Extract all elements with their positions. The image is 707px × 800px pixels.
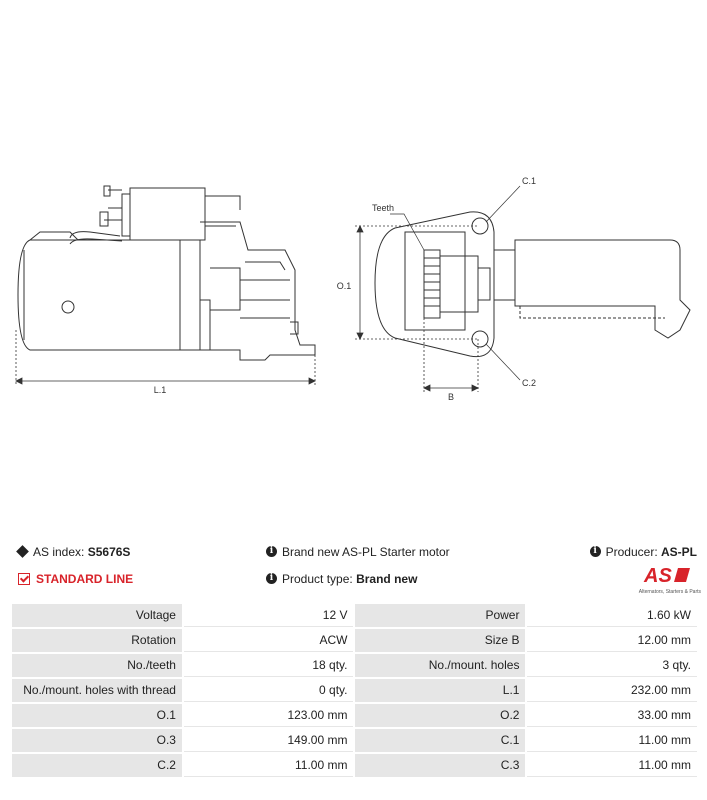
spec-value: 11.00 mm xyxy=(184,754,354,777)
spec-row xyxy=(12,654,697,677)
spec-row xyxy=(12,754,697,777)
label-teeth: Teeth xyxy=(372,203,395,213)
spec-value: 0 qty. xyxy=(184,679,354,702)
spec-value: 18 qty. xyxy=(184,654,354,677)
spec-value: 11.00 mm xyxy=(527,754,697,777)
spec-value: 149.00 mm xyxy=(184,729,354,752)
spec-label: Power xyxy=(355,604,525,627)
producer xyxy=(590,545,697,559)
label-c2: C.2 xyxy=(522,378,537,388)
spec-label: L.1 xyxy=(355,679,525,702)
spec-value: 12.00 mm xyxy=(527,629,697,652)
spec-label: No./teeth xyxy=(12,654,182,677)
logo-tagline: Alternators, Starters & Parts xyxy=(638,589,701,595)
diamond-icon xyxy=(16,545,29,558)
label-b: B xyxy=(447,392,455,402)
info-icon: i xyxy=(266,546,277,557)
side-view xyxy=(18,186,315,360)
spec-label: No./mount. holes with thread xyxy=(12,679,182,702)
spec-row xyxy=(12,704,697,727)
spec-value: 3 qty. xyxy=(527,654,697,677)
spec-value: ACW xyxy=(184,629,354,652)
spec-row xyxy=(12,629,697,652)
front-view xyxy=(375,212,690,357)
spec-label: C.3 xyxy=(355,754,525,777)
description-text: Brand new AS-PL Starter motor xyxy=(282,545,450,559)
spec-label: O.3 xyxy=(12,729,182,752)
spec-value: 12 V xyxy=(184,604,354,627)
specs-table xyxy=(10,602,699,779)
as-index-label: AS index: xyxy=(33,545,85,559)
spec-value: 232.00 mm xyxy=(527,679,697,702)
spec-label: Voltage xyxy=(12,604,182,627)
spec-label: Rotation xyxy=(12,629,182,652)
spec-row xyxy=(12,729,697,752)
logo-text: AS xyxy=(644,565,672,587)
label-c1: C.1 xyxy=(522,176,537,186)
spec-label: No./mount. holes xyxy=(355,654,525,677)
spec-row xyxy=(12,679,697,702)
dimension-o1 xyxy=(355,226,478,339)
checkbox-icon xyxy=(18,573,30,585)
spec-label: C.2 xyxy=(12,754,182,777)
as-pl-logo xyxy=(632,564,702,596)
product-type-value: Brand new xyxy=(356,572,418,586)
spec-value: 11.00 mm xyxy=(527,729,697,752)
product-type-label: Product type: xyxy=(282,572,353,586)
dimension-b xyxy=(424,318,478,392)
as-index-value: S5676S xyxy=(87,545,131,559)
spec-value: 1.60 kW xyxy=(527,604,697,627)
info-icon: i xyxy=(590,546,601,557)
label-o1: O.1 xyxy=(336,281,352,291)
standard-line xyxy=(18,572,133,586)
spec-label: Size B xyxy=(355,629,525,652)
product-type xyxy=(266,572,417,586)
description xyxy=(266,545,450,559)
label-l1: L.1 xyxy=(153,385,167,395)
spec-row xyxy=(12,604,697,627)
producer-value: AS-PL xyxy=(661,545,697,559)
info-icon: i xyxy=(266,573,277,584)
dimension-l1 xyxy=(16,330,315,385)
producer-label: Producer: xyxy=(605,545,658,559)
as-index xyxy=(18,545,130,559)
spec-value: 33.00 mm xyxy=(527,704,697,727)
spec-value: 123.00 mm xyxy=(184,704,354,727)
spec-label: O.2 xyxy=(355,704,525,727)
spec-label: C.1 xyxy=(355,729,525,752)
standard-line-label: STANDARD LINE xyxy=(36,572,134,586)
spec-label: O.1 xyxy=(12,704,182,727)
